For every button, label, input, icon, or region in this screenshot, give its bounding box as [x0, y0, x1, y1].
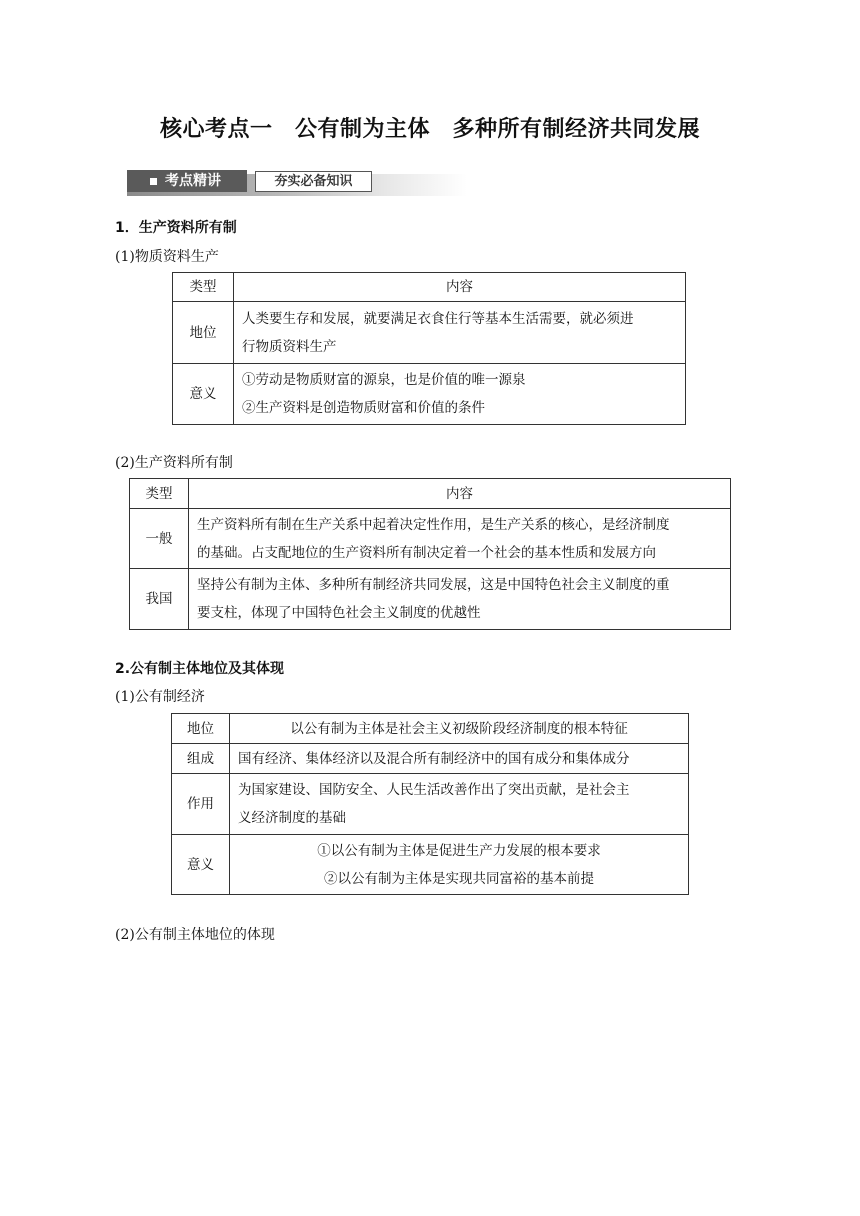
row-type-cell: 我国 [130, 569, 189, 630]
table-row [172, 774, 689, 835]
content-line: 人类要生存和发展，就要满足衣食住行等基本生活需要，就必须进 [242, 310, 634, 327]
content-line: 为国家建设、国防安全、人民生活改善作出了突出贡献，是社会主 [238, 782, 630, 798]
row-content-cell: 国有经济、集体经济以及混合所有制经济中的国有成分和集体成分 [230, 744, 689, 774]
table-row [172, 835, 689, 895]
table-material-production [172, 272, 686, 425]
row-content-cell [230, 835, 689, 895]
section2-sub2: (2)公有制主体地位的体现 [115, 927, 275, 943]
table-header-row [130, 479, 731, 509]
row-type-cell: 地位 [173, 302, 234, 364]
row-type-cell: 意义 [173, 364, 234, 425]
header-cell-content: 内容 [189, 479, 731, 509]
table-row [130, 509, 731, 569]
content-line: ①以公有制为主体是促进生产力发展的根本要求 [317, 842, 601, 859]
table-public-ownership [171, 713, 689, 895]
row-type-cell: 意义 [172, 835, 230, 895]
row-type-cell: 地位 [172, 714, 230, 744]
row-content-cell [234, 302, 686, 364]
section1-heading: 1．生产资料所有制 [115, 220, 237, 236]
row-type-cell: 作用 [172, 774, 230, 835]
table-row [173, 364, 686, 425]
banner-dark-tab [127, 170, 247, 192]
row-content-cell: 以公有制为主体是社会主义初级阶段经济制度的根本特征 [230, 714, 689, 744]
header-cell-content: 内容 [234, 273, 686, 302]
table-header-row [173, 273, 686, 302]
content-line: 的基础。占支配地位的生产资料所有制决定着一个社会的基本性质和发展方向 [197, 544, 656, 561]
row-content-cell [234, 364, 686, 425]
section2-sub1: (1)公有制经济 [115, 689, 205, 705]
header-cell-type: 类型 [173, 273, 234, 302]
section1-sub1: (1)物质资料生产 [115, 249, 219, 265]
content-line: ②生产资料是创造物质财富和价值的条件 [242, 400, 485, 416]
square-bullet-icon [150, 178, 157, 185]
content-line: ②以公有制为主体是实现共同富裕的基本前提 [324, 870, 594, 887]
content-line: 坚持公有制为主体、多种所有制经济共同发展，这是中国特色社会主义制度的重 [197, 577, 670, 593]
page-title: 核心考点一 公有制为主体 多种所有制经济共同发展 [159, 117, 700, 142]
content-line: 生产资料所有制在生产关系中起着决定性作用，是生产关系的核心，是经济制度 [197, 516, 670, 533]
section2-heading: 2.公有制主体地位及其体现 [115, 661, 285, 677]
table-ownership [129, 478, 731, 630]
banner-right-label: 夯实必备知识 [255, 171, 372, 192]
content-line: 行物质资料生产 [242, 338, 337, 355]
table-row [130, 569, 731, 630]
row-type-cell: 一般 [130, 509, 189, 569]
row-content-cell [189, 509, 731, 569]
row-content-cell [189, 569, 731, 630]
table-row [173, 302, 686, 364]
section-banner [127, 170, 467, 196]
row-content-cell [230, 774, 689, 835]
header-cell-type: 类型 [130, 479, 189, 509]
content-line: 义经济制度的基础 [238, 810, 346, 826]
table-row [172, 714, 689, 744]
table-row [172, 744, 689, 774]
content-line: ①劳动是物质财富的源泉，也是价值的唯一源泉 [242, 372, 526, 388]
section1-sub2: (2)生产资料所有制 [115, 455, 233, 471]
content-line: 要支柱，体现了中国特色社会主义制度的优越性 [197, 605, 481, 621]
banner-left-label: 考点精讲 [165, 173, 221, 189]
row-type-cell: 组成 [172, 744, 230, 774]
